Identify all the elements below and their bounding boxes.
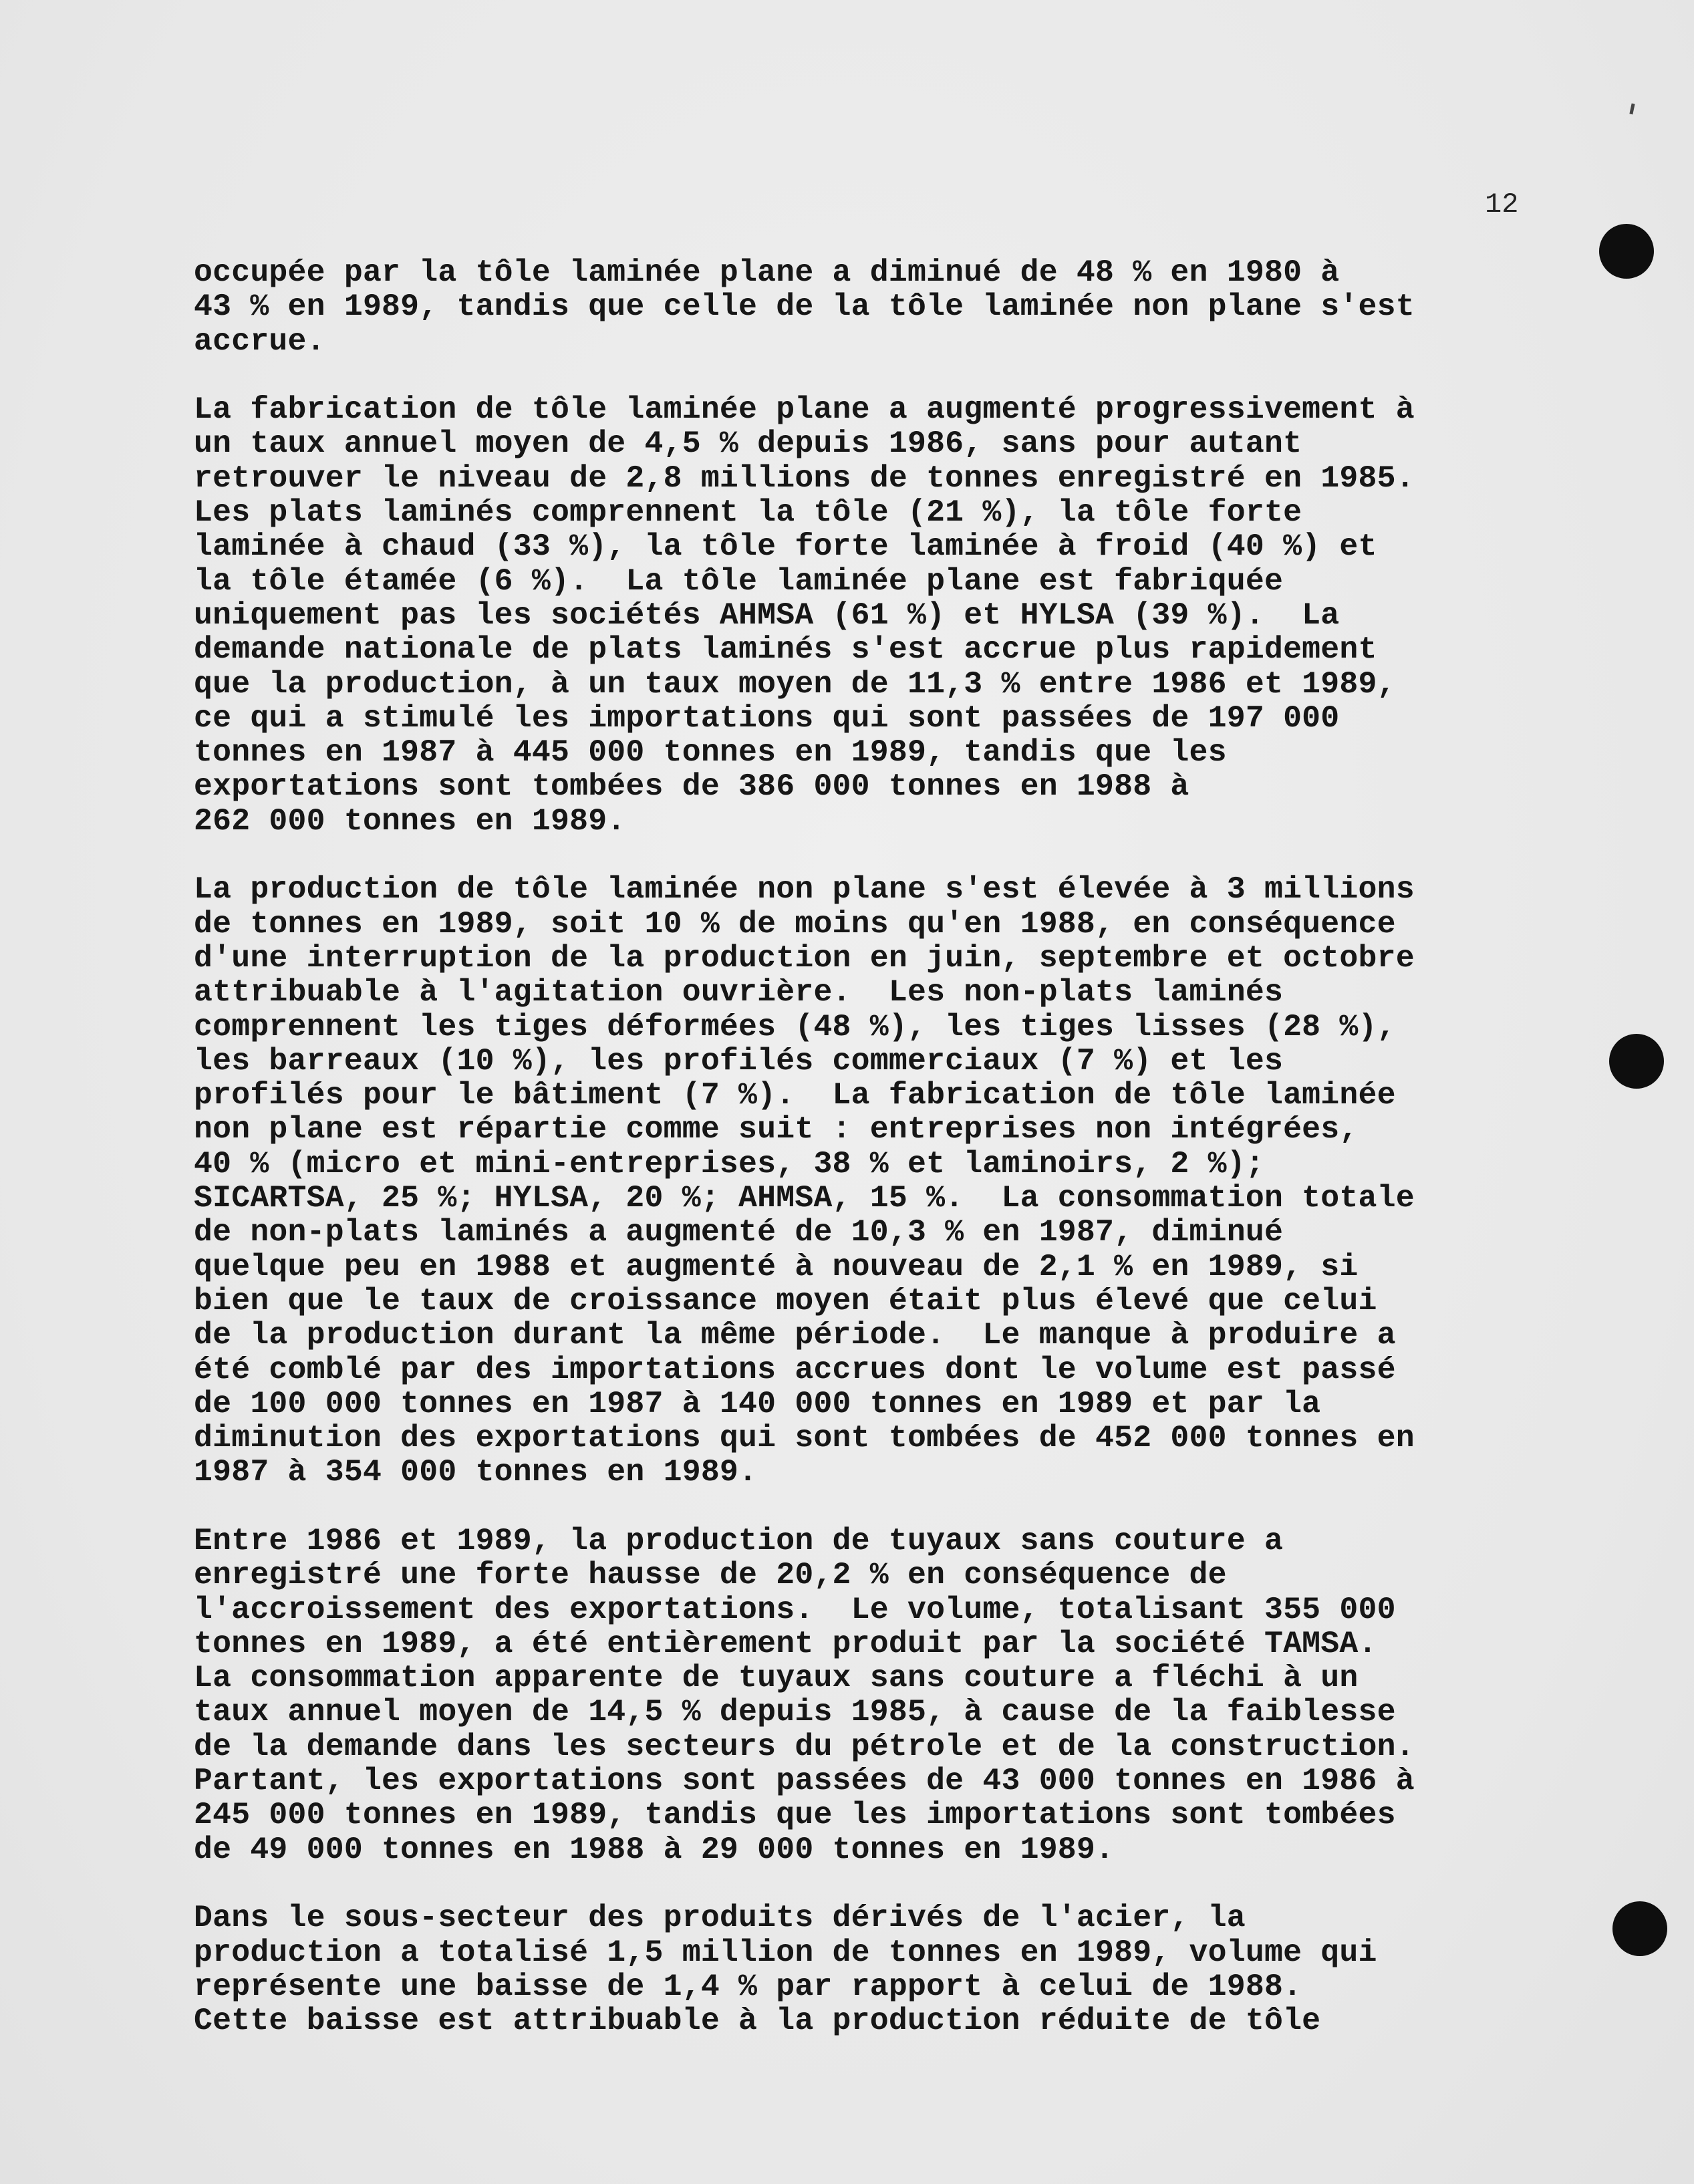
paragraph xyxy=(194,255,1610,358)
text-line: attribuable à l'agitation ouvrière. Les non-plats laminés xyxy=(194,974,1284,1010)
text-line: 43 % en 1989, tandis que celle de la tôle laminée non plane s'est xyxy=(194,289,1415,325)
text-line: Entre 1986 et 1989, la production de tuyaux sans couture a xyxy=(194,1522,1284,1558)
punch-hole xyxy=(1612,1901,1667,1956)
text-line: 245 000 tonnes en 1989, tandis que les importations sont tombées xyxy=(194,1797,1396,1833)
text-line: production a totalisé 1,5 million de tonnes en 1989, volume qui xyxy=(194,1934,1377,1970)
text-line: enregistré une forte hausse de 20,2 % en conséquence de xyxy=(194,1557,1227,1593)
text-line: Dans le sous-secteur des produits dérivés de l'acier, la xyxy=(194,1900,1246,1936)
text-line: ce qui a stimulé les importations qui sont passées de 197 000 xyxy=(194,700,1340,736)
text-line: retrouver le niveau de 2,8 millions de tonnes enregistré en 1985. xyxy=(194,460,1415,496)
text-line: de non-plats laminés a augmenté de 10,3 % en 1987, diminué xyxy=(194,1214,1284,1250)
text-line: bien que le taux de croissance moyen était plus élevé que celui xyxy=(194,1282,1377,1319)
text-line: La consommation apparente de tuyaux sans couture a fléchi à un xyxy=(194,1660,1359,1696)
text-line: été comblé par des importations accrues dont le volume est passé xyxy=(194,1351,1396,1387)
text-line: profilés pour le bâtiment (7 %). La fabrication de tôle laminée xyxy=(194,1077,1396,1113)
text-line: 40 % (micro et mini-entreprises, 38 % et laminoirs, 2 %); xyxy=(194,1145,1264,1182)
text-line: de 100 000 tonnes en 1987 à 140 000 tonnes en 1989 et par la xyxy=(194,1385,1321,1421)
text-line: taux annuel moyen de 14,5 % depuis 1985, à cause de la faiblesse xyxy=(194,1694,1396,1730)
paragraph xyxy=(194,872,1610,1489)
text-line: tonnes en 1989, a été entièrement produit par la société TAMSA. xyxy=(194,1625,1377,1661)
text-line: un taux annuel moyen de 4,5 % depuis 1986, sans pour autant xyxy=(194,426,1302,462)
text-line: exportations sont tombées de 386 000 tonnes en 1988 à xyxy=(194,769,1189,805)
text-line: Les plats laminés comprennent la tôle (21 %), la tôle forte xyxy=(194,495,1302,531)
text-line: SICARTSA, 25 %; HYLSA, 20 %; AHMSA, 15 %. La consommation totale xyxy=(194,1180,1415,1216)
paragraph xyxy=(194,392,1610,838)
punch-hole xyxy=(1609,1034,1664,1089)
paragraph xyxy=(194,1524,1610,1867)
text-line: uniquement pas les sociétés AHMSA (61 %) et HYLSA (39 %). La xyxy=(194,597,1340,633)
text-line: accrue. xyxy=(194,323,325,359)
text-line: comprennent les tiges déformées (48 %), les tiges lisses (28 %), xyxy=(194,1008,1396,1045)
text-line: diminution des exportations qui sont tombées de 452 000 tonnes en xyxy=(194,1420,1415,1456)
text-line: de 49 000 tonnes en 1988 à 29 000 tonnes en 1989. xyxy=(194,1831,1115,1867)
text-line: non plane est répartie comme suit : entreprises non intégrées, xyxy=(194,1111,1359,1147)
text-line: quelque peu en 1988 et augmenté à nouveau de 2,1 % en 1989, si xyxy=(194,1248,1359,1284)
text-line: les barreaux (10 %), les profilés commerciaux (7 %) et les xyxy=(194,1043,1284,1079)
text-line: d'une interruption de la production en juin, septembre et octobre xyxy=(194,940,1415,976)
text-line: occupée par la tôle laminée plane a diminué de 48 % en 1980 à xyxy=(194,255,1340,290)
text-line: représente une baisse de 1,4 % par rapport à celui de 1988. xyxy=(194,1968,1302,2004)
text-line: 1987 à 354 000 tonnes en 1989. xyxy=(194,1454,758,1490)
text-line: l'accroissement des exportations. Le volume, totalisant 355 000 xyxy=(194,1591,1396,1627)
text-line: 262 000 tonnes en 1989. xyxy=(194,803,626,839)
text-line: La production de tôle laminée non plane s'est élevée à 3 millions xyxy=(194,871,1415,908)
scan-speck xyxy=(1629,104,1635,115)
text-line: de tonnes en 1989, soit 10 % de moins qu'en 1988, en conséquence xyxy=(194,906,1396,942)
text-line: de la production durant la même période. Le manque à produire a xyxy=(194,1317,1396,1353)
text-line: Cette baisse est attribuable à la production réduite de tôle xyxy=(194,2003,1321,2039)
text-line: de la demande dans les secteurs du pétrole et de la construction. xyxy=(194,1728,1415,1764)
text-line: laminée à chaud (33 %), la tôle forte laminée à froid (40 %) et xyxy=(194,529,1377,565)
text-line: La fabrication de tôle laminée plane a augmenté progressivement à xyxy=(194,392,1415,428)
paragraph xyxy=(194,1901,1610,2038)
text-line: Partant, les exportations sont passées de 43 000 tonnes en 1986 à xyxy=(194,1763,1415,1799)
text-line: la tôle étamée (6 %). La tôle laminée plane est fabriquée xyxy=(194,563,1284,599)
text-line: demande nationale de plats laminés s'est accrue plus rapidement xyxy=(194,632,1377,668)
text-line: que la production, à un taux moyen de 11,3 % entre 1986 et 1989, xyxy=(194,666,1396,702)
text-line: tonnes en 1987 à 445 000 tonnes en 1989, tandis que les xyxy=(194,734,1227,771)
body-text xyxy=(194,255,1610,2072)
page-number: 12 xyxy=(1485,188,1519,221)
